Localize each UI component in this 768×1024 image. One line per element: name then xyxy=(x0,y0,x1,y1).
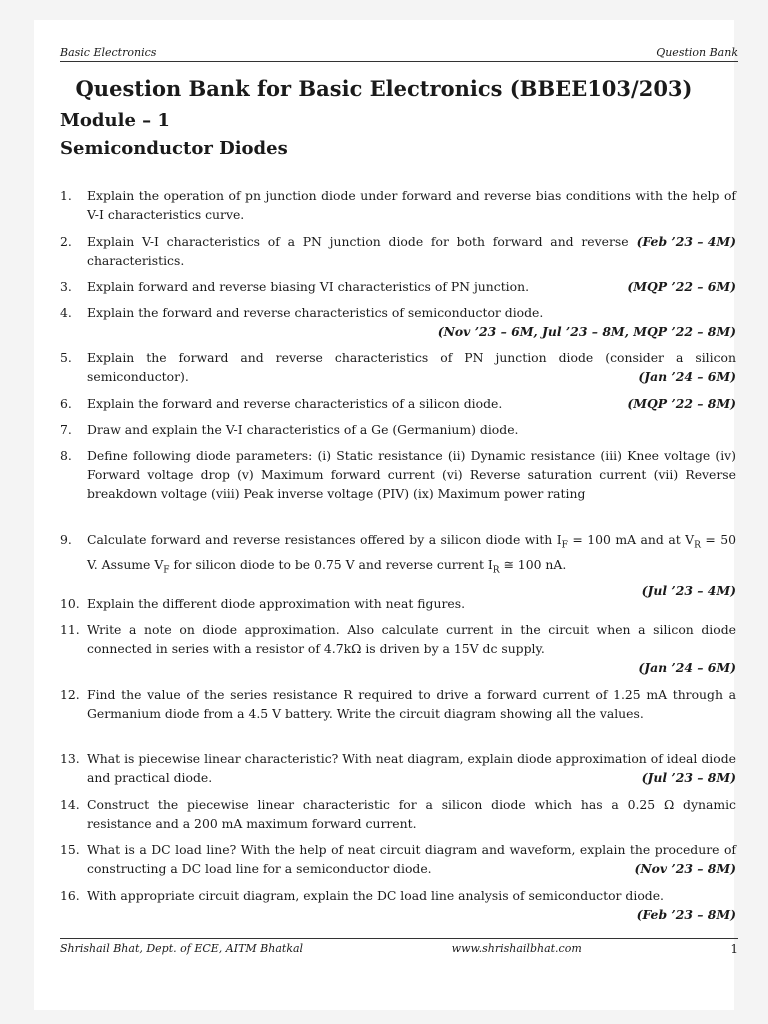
question-number: 15. xyxy=(60,842,80,857)
question-number: 9. xyxy=(60,532,72,547)
question-number: 10. xyxy=(60,596,80,611)
question-number: 8. xyxy=(60,448,72,463)
question-text: Explain the operation of pn junction diode under forward and reverse bias conditions with the help of V-I characteristics curve. xyxy=(87,188,736,222)
header-left: Basic Electronics xyxy=(60,46,157,59)
exam-tag: (Feb ’23 – 4M) xyxy=(636,234,736,249)
question-item xyxy=(60,840,736,878)
exam-tag: (MQP ’22 – 6M) xyxy=(627,279,736,294)
question-text: Calculate forward and reverse resistances offered by a silicon diode with $I_F = 100$ mA and at $V_R = 50$ V. Assume $V_F$ for silicon diode to be 0.75 V and reverse current $I_R$ ≅ 100 nA. xyxy=(87,532,736,576)
question-text: Explain forward and reverse biasing VI characteristics of PN junction. xyxy=(87,279,530,294)
footer-author: Shrishail Bhat, Dept. of ECE, AITM Bhatkal xyxy=(60,942,304,955)
question-item xyxy=(60,530,736,600)
question-number: 11. xyxy=(60,622,80,637)
question-text: Write a note on diode approximation. Also calculate current in the circuit when a silicon diode connected in series with a resistor of 4.7kΩ is driven by a 15V dc supply. xyxy=(87,622,736,656)
question-number: 12. xyxy=(60,687,80,702)
question-item xyxy=(60,277,736,296)
question-item xyxy=(60,186,736,224)
question-item xyxy=(60,685,736,723)
question-number: 6. xyxy=(60,396,72,411)
question-number: 7. xyxy=(60,422,72,437)
question-text: Explain the forward and reverse characteristics of PN junction diode (consider a silicon semiconductor). xyxy=(87,350,736,384)
exam-tag: (MQP ’22 – 8M) xyxy=(627,396,736,411)
question-item xyxy=(60,886,736,924)
footer-website[interactable]: www.shrishailbhat.com xyxy=(451,942,582,955)
question-text: What is piecewise linear characteristic? With neat diagram, explain diode approximation of ideal diode and practical diode. xyxy=(87,751,736,785)
question-item xyxy=(60,795,736,833)
question-text: With appropriate circuit diagram, explain the DC load line analysis of semiconductor diode. xyxy=(87,888,664,903)
question-item xyxy=(60,620,736,677)
question-item xyxy=(60,394,736,413)
module-heading: Module – 1 xyxy=(60,110,170,131)
question-text: What is a DC load line? With the help of neat circuit diagram and waveform, explain the procedure of constructing a DC load line for a semiconductor diode. xyxy=(87,842,736,876)
running-header xyxy=(60,46,738,62)
question-text: Draw and explain the V-I characteristics of a Ge (Germanium) diode. xyxy=(87,422,519,437)
question-text: Find the value of the series resistance R required to drive a forward current of 1.25 mA through a Germanium diode from a 4.5 V battery. Write the circuit diagram showing all the values. xyxy=(87,687,736,721)
question-item xyxy=(60,348,736,386)
page-number: 1 xyxy=(730,942,738,956)
question-item xyxy=(60,303,736,341)
exam-tag: (Jan ’24 – 6M) xyxy=(638,369,736,384)
question-item xyxy=(60,232,736,270)
question-number: 13. xyxy=(60,751,80,766)
page-footer xyxy=(60,938,738,956)
question-text: Construct the piecewise linear characteristic for a silicon diode which has a 0.25 Ω dynamic resistance and a 200 mA maximum forward current. xyxy=(87,797,736,831)
question-number: 1. xyxy=(60,188,72,203)
header-right: Question Bank xyxy=(656,46,738,59)
question-text: Explain the forward and reverse characteristics of a silicon diode. xyxy=(87,396,503,411)
question-number: 3. xyxy=(60,279,72,294)
page-title: Question Bank for Basic Electronics (BBEE103/203) xyxy=(75,76,693,101)
question-number: 16. xyxy=(60,888,80,903)
question-item xyxy=(60,446,736,503)
question-item xyxy=(60,594,736,613)
question-number: 2. xyxy=(60,234,72,249)
question-number: 14. xyxy=(60,797,80,812)
exam-tag: (Jan ’24 – 6M) xyxy=(638,660,736,675)
question-text: Explain the different diode approximation with neat figures. xyxy=(87,596,466,611)
exam-tag: (Feb ’23 – 8M) xyxy=(636,907,736,922)
topic-heading: Semiconductor Diodes xyxy=(60,138,288,159)
exam-tag: (Jul ’23 – 4M) xyxy=(641,582,736,598)
question-number: 5. xyxy=(60,350,72,365)
question-number: 4. xyxy=(60,305,72,320)
exam-tag: (Nov ’23 – 8M) xyxy=(634,861,736,876)
question-item xyxy=(60,420,736,439)
question-text: Explain V-I characteristics of a PN junction diode for both forward and reverse characteristics. xyxy=(87,234,629,268)
exam-tag: (Nov ’23 – 6M, Jul ’23 – 8M, MQP ’22 – 8M) xyxy=(437,324,736,339)
exam-tag: (Jul ’23 – 8M) xyxy=(641,770,736,785)
question-item xyxy=(60,749,736,787)
question-text: Define following diode parameters: (i) Static resistance (ii) Dynamic resistance (iii) Knee voltage (iv) Forward voltage drop (v) Maximum forward current (vi) Reverse saturation current (vii) Reverse breakdown voltage (viii) Peak inverse voltage (PIV) (ix) Maximum power rating xyxy=(87,448,736,501)
question-text: Explain the forward and reverse characteristics of semiconductor diode. xyxy=(87,305,544,320)
